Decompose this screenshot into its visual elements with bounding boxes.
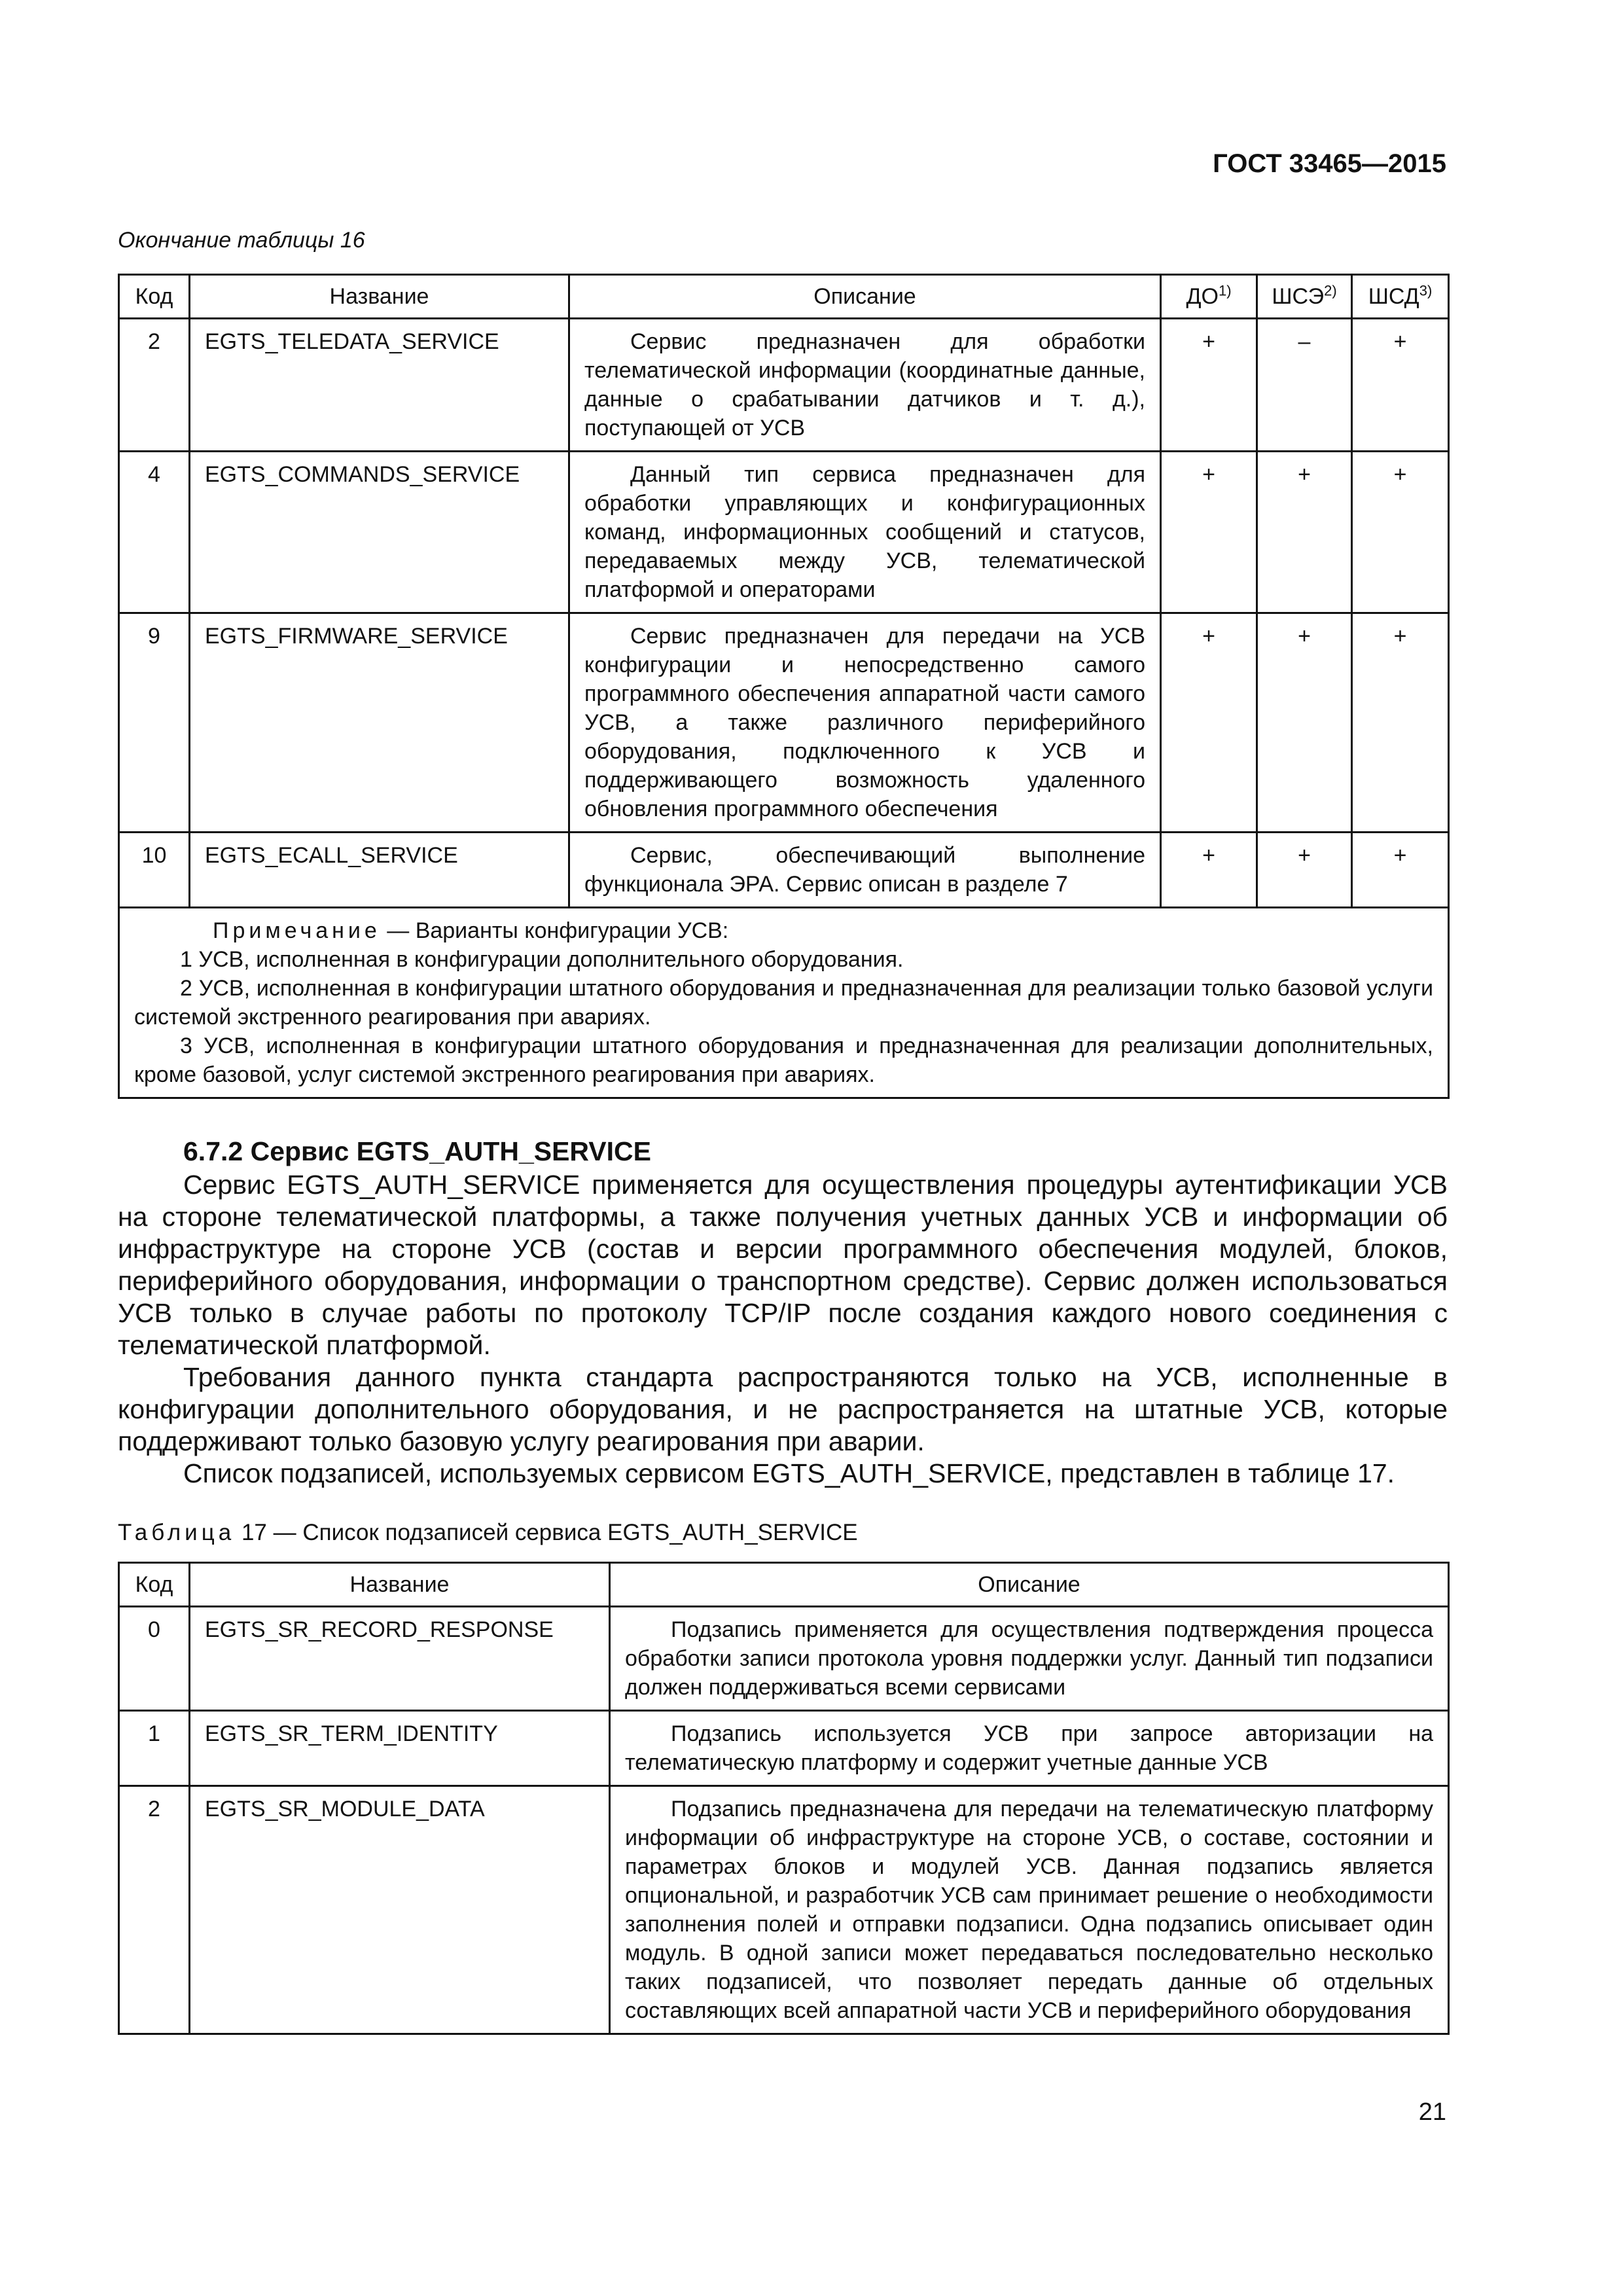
cell-description — [569, 319, 1161, 452]
cell-shse: – — [1257, 319, 1352, 452]
cell-code: 0 — [119, 1607, 190, 1711]
note-item: 2 УСВ, исполненная в конфигурации штатного оборудования и предназначенная для реализации только базовой услуги системой экстренного реагирования при авариях. — [134, 976, 1433, 1030]
note-heading — [134, 916, 1433, 945]
column-header-do-footnote: 1) — [1218, 282, 1232, 299]
cell-shsd: + — [1352, 319, 1449, 452]
cell-do: + — [1161, 613, 1257, 833]
table-row — [119, 613, 1449, 833]
column-header-code: Код — [119, 1563, 190, 1607]
table-header-row — [119, 1563, 1449, 1607]
table-row — [119, 1607, 1449, 1711]
table-row — [119, 319, 1449, 452]
table-note — [119, 908, 1449, 1098]
column-header-shsd — [1352, 275, 1449, 319]
cell-name: EGTS_SR_RECORD_RESPONSE — [190, 1607, 610, 1711]
section-heading: 6.7.2 Сервис EGTS_AUTH_SERVICE — [183, 1136, 651, 1166]
cell-description-text: Сервис предназначен для передачи на УСВ конфигурации и непосредственно самого программного обеспечения аппаратной части самого УСВ, а также различного периферийного оборудования, подключенного к УСВ и поддерживающего возможность удаленного обновления программного обеспечения — [584, 624, 1145, 821]
cell-description — [569, 833, 1161, 908]
cell-name: EGTS_FIRMWARE_SERVICE — [190, 613, 569, 833]
body-paragraph: Список подзаписей, используемых сервисом EGTS_AUTH_SERVICE, представлен в таблице 17. — [183, 1458, 1395, 1488]
cell-name: EGTS_TELEDATA_SERVICE — [190, 319, 569, 452]
cell-code: 2 — [119, 1786, 190, 2034]
cell-code: 2 — [119, 319, 190, 452]
cell-code: 1 — [119, 1711, 190, 1786]
cell-description — [569, 452, 1161, 613]
column-header-description: Описание — [610, 1563, 1449, 1607]
table-16 — [118, 274, 1450, 1099]
cell-description-text: Подзапись используется УСВ при запросе авторизации на телематическую платформу и содержит учетные данные УСВ — [625, 1721, 1433, 1775]
cell-code: 10 — [119, 833, 190, 908]
column-header-name: Название — [190, 275, 569, 319]
cell-description — [569, 613, 1161, 833]
column-header-shsd-text: ШСД — [1368, 284, 1419, 309]
table-title-label: Таблица — [118, 1520, 236, 1545]
cell-description — [610, 1607, 1449, 1711]
column-header-name: Название — [190, 1563, 610, 1607]
cell-shsd: + — [1352, 833, 1449, 908]
column-header-do-text: ДО — [1186, 284, 1219, 309]
cell-shse: + — [1257, 452, 1352, 613]
cell-do: + — [1161, 319, 1257, 452]
cell-do: + — [1161, 452, 1257, 613]
table-note-row — [119, 908, 1449, 1098]
cell-do: + — [1161, 833, 1257, 908]
note-item: 3 УСВ, исполненная в конфигурации штатного оборудования и предназначенная для реализации дополнительных, кроме базовой, услуг системой экстренного реагирования при авариях. — [134, 1033, 1433, 1087]
body-paragraph: Сервис EGTS_AUTH_SERVICE применяется для осуществления процедуры аутентификации УСВ на стороне телематической платформы, а также получения учетных данных УСВ и информации об инфраструктуре на стороне УСВ (состав и версии программного обеспечения модулей, блоков, периферийного оборудования, информации о транспортном средстве). Сервис должен использоваться УСВ только в случае работы по протоколу TCP/IP после создания каждого нового соединения с телематической платформой. — [118, 1170, 1448, 1360]
cell-description — [610, 1786, 1449, 2034]
column-header-code: Код — [119, 275, 190, 319]
cell-code: 9 — [119, 613, 190, 833]
cell-description — [610, 1711, 1449, 1786]
cell-name: EGTS_ECALL_SERVICE — [190, 833, 569, 908]
column-header-shsd-footnote: 3) — [1419, 282, 1433, 299]
table-row — [119, 452, 1449, 613]
cell-name: EGTS_SR_TERM_IDENTITY — [190, 1711, 610, 1786]
table-header-row — [119, 275, 1449, 319]
table-row — [119, 833, 1449, 908]
page-number: 21 — [1418, 2098, 1446, 2126]
table-row — [119, 1786, 1449, 2034]
table-continuation-label: Окончание таблицы 16 — [118, 228, 365, 253]
cell-description-text: Подзапись предназначена для передачи на телематическую платформу информации об инфраструктуре на стороне УСВ, о составе, состоянии и параметрах блоков и модулей УСВ. Данная подзапись является опциональной, и разработчик УСВ сам принимает решение о необходимости заполнения полей и отправки подзаписи. Одна подзапись описывает один модуль. В одной записи может передаваться последовательно несколько таких подзаписей, что позволяет передать данные об отдельных составляющих всей аппаратной части УСВ и периферийного оборудования — [625, 1797, 1433, 2023]
column-header-shse — [1257, 275, 1352, 319]
column-header-do — [1161, 275, 1257, 319]
cell-code: 4 — [119, 452, 190, 613]
column-header-description: Описание — [569, 275, 1161, 319]
cell-shsd: + — [1352, 613, 1449, 833]
column-header-shse-footnote: 2) — [1324, 282, 1337, 299]
cell-shse: + — [1257, 833, 1352, 908]
body-paragraph: Требования данного пункта стандарта распространяются только на УСВ, исполненные в конфигурации дополнительного оборудования, и не распространяется на штатные УСВ, которые поддерживают только базовую услугу реагирования при аварии. — [118, 1362, 1448, 1456]
cell-description-text: Подзапись применяется для осуществления подтверждения процесса обработки записи протокола уровня поддержки услуг. Данный тип подзаписи должен поддерживаться всеми сервисами — [625, 1617, 1433, 1700]
cell-description-text: Сервис предназначен для обработки телематической информации (координатные данные, данные о срабатывании датчиков и т. д.), поступающей от УСВ — [584, 329, 1145, 440]
cell-description-text: Сервис, обеспечивающий выполнение функционала ЭРА. Сервис описан в разделе 7 — [584, 843, 1145, 897]
document-code: ГОСТ 33465—2015 — [1213, 149, 1446, 178]
table-row — [119, 1711, 1449, 1786]
cell-name: EGTS_SR_MODULE_DATA — [190, 1786, 610, 2034]
table-17 — [118, 1562, 1450, 2035]
cell-shsd: + — [1352, 452, 1449, 613]
cell-name: EGTS_COMMANDS_SERVICE — [190, 452, 569, 613]
table-17-title — [118, 1520, 858, 1546]
table-title-text: 17 — Список подзаписей сервиса EGTS_AUTH_SERVICE — [235, 1520, 858, 1545]
column-header-shse-text: ШСЭ — [1272, 284, 1325, 309]
note-label: Примечание — [213, 918, 381, 943]
cell-description-text: Данный тип сервиса предназначен для обработки управляющих и конфигурационных команд, информационных сообщений и статусов, передаваемых между УСВ, телематической платформой и операторами — [584, 462, 1145, 602]
note-intro: — Варианты конфигурации УСВ: — [380, 918, 729, 943]
note-item: 1 УСВ, исполненная в конфигурации дополнительного оборудования. — [180, 947, 904, 972]
cell-shse: + — [1257, 613, 1352, 833]
section-body — [118, 1169, 1448, 1490]
